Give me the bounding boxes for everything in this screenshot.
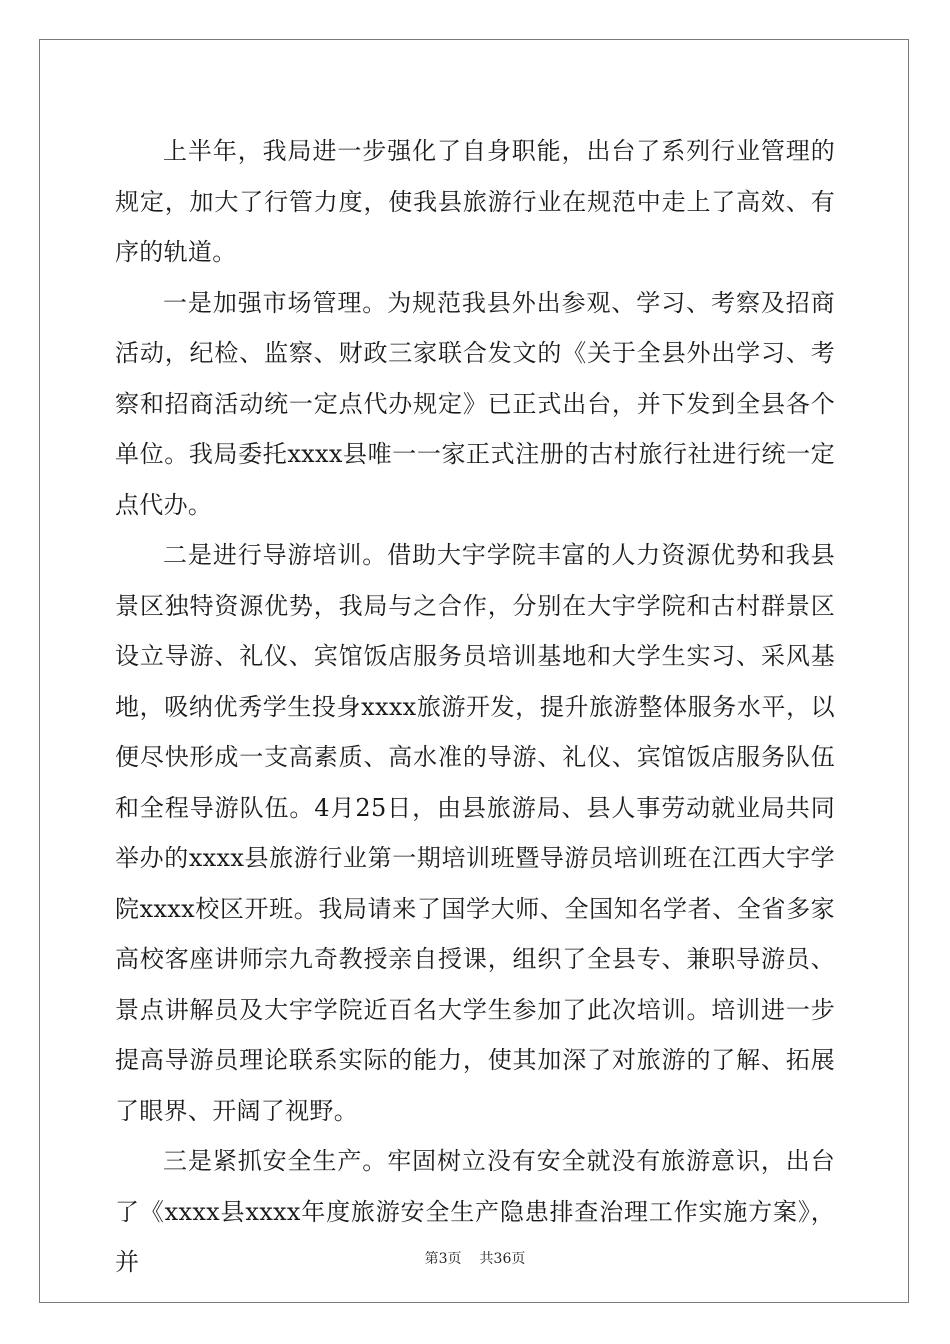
page-footer <box>0 1248 950 1268</box>
page-number: 第3页 <box>424 1251 462 1267</box>
document-body <box>115 126 835 1288</box>
paragraph-guide-training: 二是进行导游培训。借助大宇学院丰富的人力资源优势和我县景区独特资源优势，我局与之合作，分别在大宇学院和古村群景区设立导游、礼仪、宾馆饭店服务员培训基地和大学生实习、采风基地，吸纳优秀学生投身xxxx旅游开发，提升旅游整体服务水平，以便尽快形成一支高素质、高水准的导游、礼仪、宾馆饭店服务队伍和全程导游队伍。4月25日，由县旅游局、县人事劳动就业局共同举办的xxxx县旅游行业第一期培训班暨导游员培训班在江西大宇学院xxxx校区开班。我局请来了国学大师、全国知名学者、全省多家高校客座讲师宗九奇教授亲自授课，组织了全县专、兼职导游员、景点讲解员及大宇学院近百名大学生参加了此次培训。培训进一步提高导游员理论联系实际的能力，使其加深了对旅游的了解、拓展了眼界、开阔了视野。 <box>115 541 835 1125</box>
paragraph-market-management: 一是加强市场管理。为规范我县外出参观、学习、考察及招商活动，纪检、监察、财政三家联合发文的《关于全县外出学习、考察和招商活动统一定点代办规定》已正式出台，并下发到全县各个单位。我局委托xxxx县唯一一家正式注册的古村旅行社进行统一定点代办。 <box>115 288 835 519</box>
paragraph-safety-production: 三是紧抓安全生产。牢固树立没有安全就没有旅游意识，出台了《xxxx县xxxx年度旅游安全生产隐患排查治理工作实施方案》，并 <box>115 1147 835 1276</box>
paragraph-intro: 上半年，我局进一步强化了自身职能，出台了系列行业管理的规定，加大了行管力度，使我县旅游行业在规范中走上了高效、有序的轨道。 <box>115 137 835 266</box>
page-total: 共36页 <box>479 1251 526 1267</box>
